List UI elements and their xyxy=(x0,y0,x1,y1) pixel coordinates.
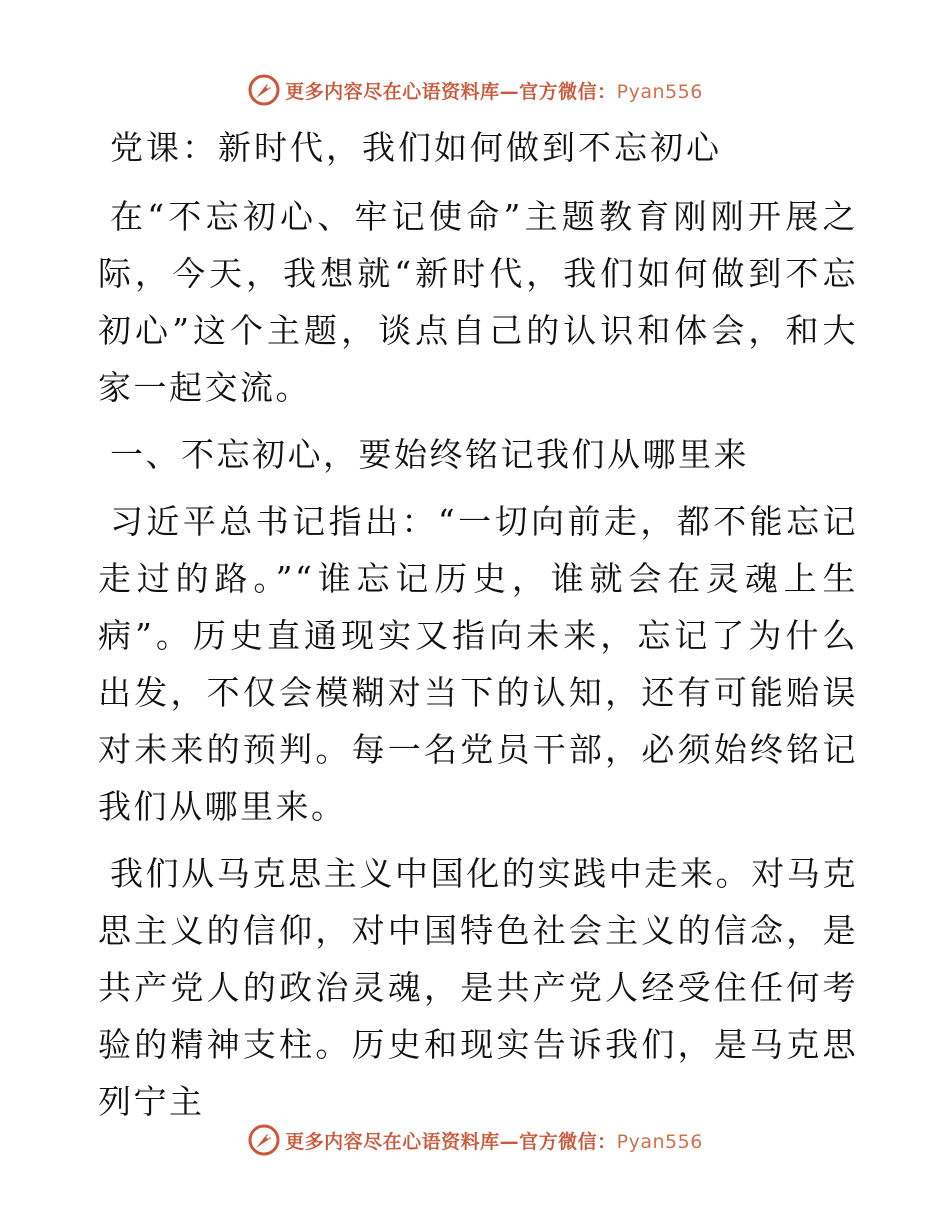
pen-nib-circle-icon xyxy=(247,73,281,107)
watermark-id: Pyan556 xyxy=(616,80,703,103)
paragraph-quote: 习近平总书记指出：“一切向前走，都不能忘记走过的路。”“谁忘记历史，谁就会在灵魂上生病”。历史直通现实又指向未来，忘记了为什么出发，不仅会模糊对当下的认知，还有可能贻误对未来的预判。每一名党员干部，必须始终铭记我们从哪里来。 xyxy=(98,502,858,826)
paragraph-marxism: 我们从马克思主义中国化的实践中走来。对马克思主义的信仰，对中国特色社会主义的信念，是共产党人的政治灵魂，是共产党人经受住任何考验的精神支柱。历史和现实告诉我们，是马克思列宁主 xyxy=(98,854,858,1121)
document-body xyxy=(98,118,858,1130)
paragraph-intro: 在“不忘初心、牢记使命”主题教育刚刚开展之际，今天，我想就“新时代，我们如何做到不忘初心”这个主题，谈点自己的认识和体会，和大家一起交流。 xyxy=(98,197,858,407)
watermark-text: 更多内容尽在心语资料库—官方微信：Pyan556 xyxy=(285,1130,703,1153)
document-title: 党课：新时代，我们如何做到不忘初心 xyxy=(110,128,722,167)
watermark-text: 更多内容尽在心语资料库—官方微信：Pyan556 xyxy=(285,80,703,103)
section-heading-1: 一、不忘初心，要始终铭记我们从哪里来 xyxy=(110,435,749,474)
pen-nib-circle-icon xyxy=(247,1123,281,1157)
header-watermark xyxy=(0,70,950,110)
watermark-id: Pyan556 xyxy=(616,1130,703,1153)
footer-watermark xyxy=(0,1120,950,1160)
